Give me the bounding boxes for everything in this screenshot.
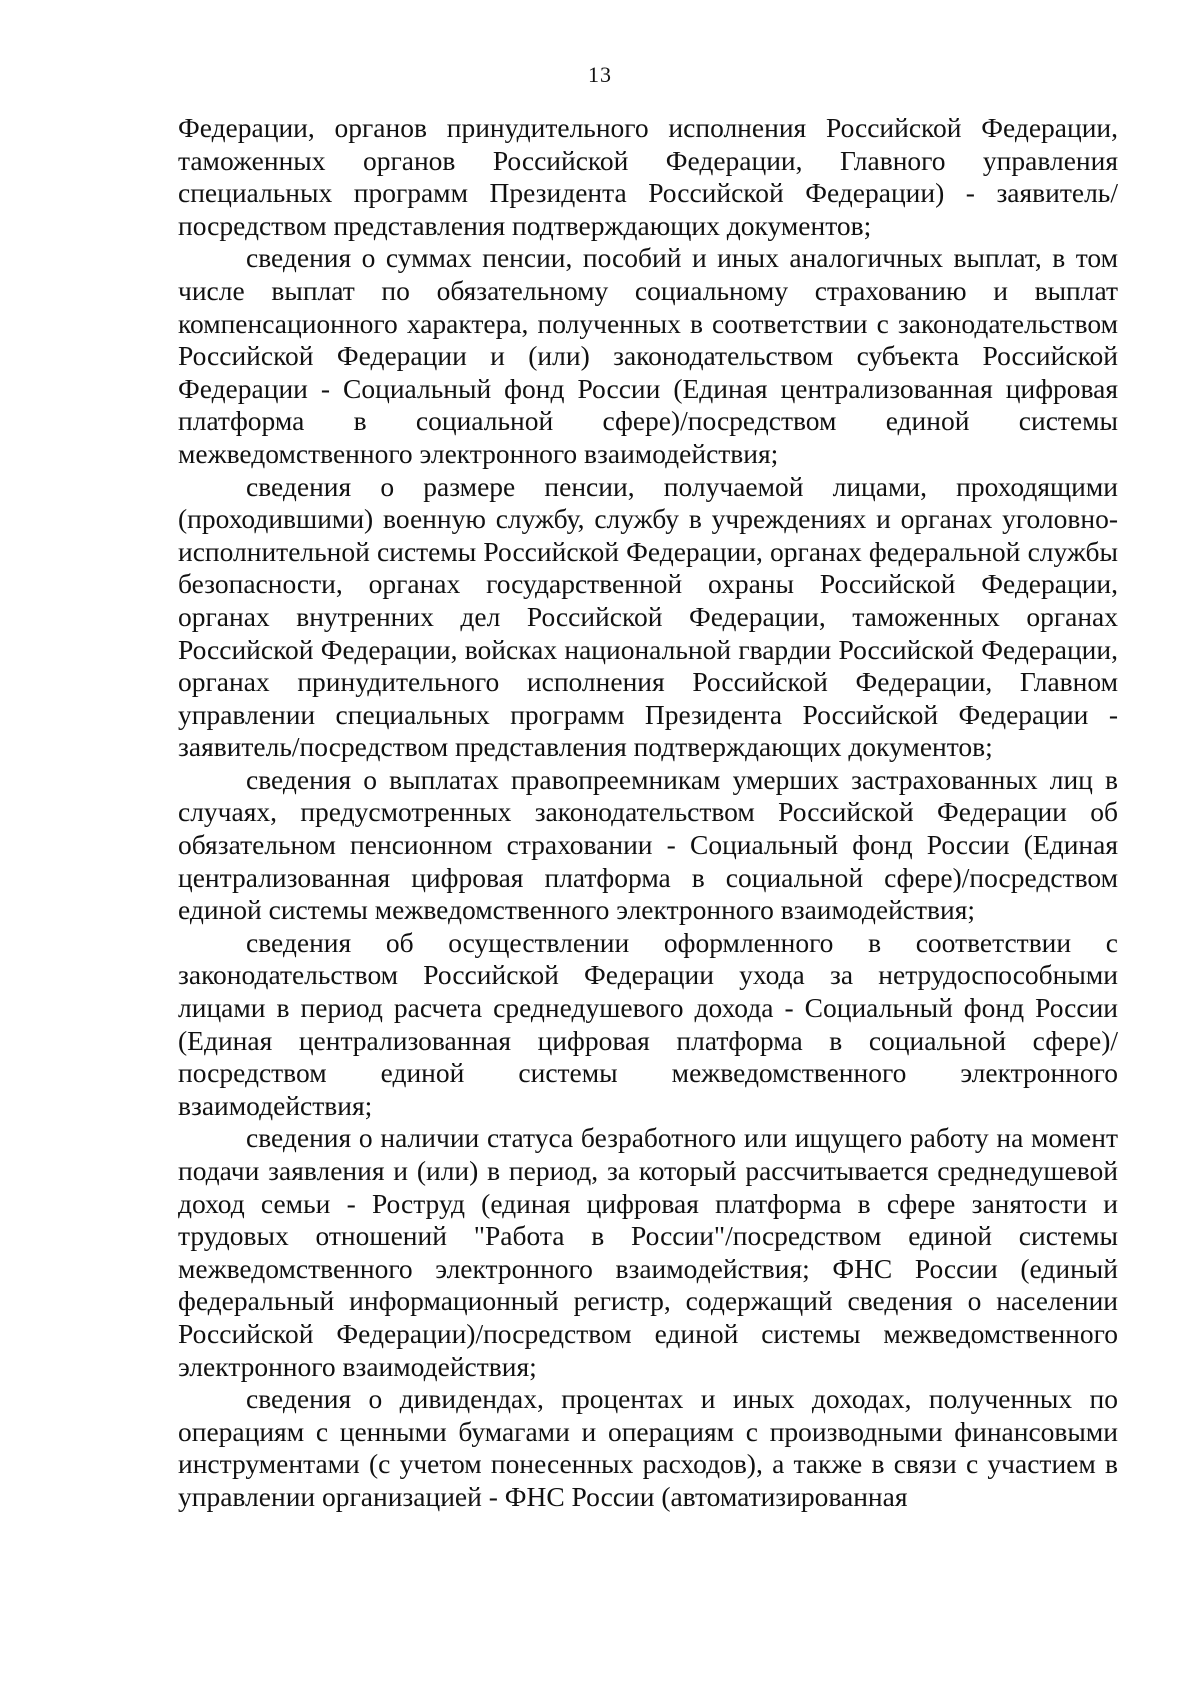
paragraph-dividends: сведения о дивидендах, процентах и иных доходах, полученных по операциям с ценными бумагами и операциям с производными финансовыми инструментами (с учетом понесенных расходов), а также в связи с участием в управлении организацией - ФНС России (автоматизированная: [178, 1383, 1118, 1512]
paragraph-military-pension: сведения о размере пенсии, получаемой лицами, проходящими (проходившими) военную службу, службу в учреждениях и органах уголовно-исполнительной системы Российской Федерации, органах федеральной службы безопасности, органах государственной охраны Российской Федерации, органах внутренних дел Российской Федерации, таможенных органах Российской Федерации, войсках национальной гвардии Российской Федерации, органах принудительного исполнения Российской Федерации, Главном управлении специальных программ Президента Российской Федерации - заявитель/посредством представления подтверждающих документов;: [178, 470, 1118, 763]
paragraph-care-of-disabled: сведения об осуществлении оформленного в соответствии с законодательством Российской Федерации ухода за нетрудоспособными лицами в период расчета среднедушевого дохода - Социальный фонд России (Единая централизованная цифровая платформа в социальной сфере)/посредством единой системы межведомственного электронного взаимодействия;: [178, 926, 1118, 1121]
paragraph-successor-payments: сведения о выплатах правопреемникам умерших застрахованных лиц в случаях, предусмотренных законодательством Российской Федерации об обязательном пенсионном страховании - Социальный фонд России (Единая централизованная цифровая платформа в социальной сфере)/посредством единой системы межведомственного электронного взаимодействия;: [178, 763, 1118, 926]
paragraph-continuation: Федерации, органов принудительного исполнения Российской Федерации, таможенных органов Российской Федерации, Главного управления специальных программ Президента Российской Федерации) - заявитель/посредством представления подтверждающих документов;: [178, 112, 1118, 241]
paragraph-pension-amounts: сведения о суммах пенсии, пособий и иных аналогичных выплат, в том числе выплат по обязательному социальному страхованию и выплат компенсационного характера, полученных в соответствии с законодательством Российской Федерации и (или) законодательством субъекта Российской Федерации - Социальный фонд России (Единая централизованная цифровая платформа в социальной сфере)/посредством единой системы межведомственного электронного взаимодействия;: [178, 242, 1118, 469]
paragraph-unemployment-status: сведения о наличии статуса безработного или ищущего работу на момент подачи заявления и (или) в период, за который рассчитывается среднедушевой доход семьи - Роструд (единая цифровая платформа в сфере занятости и трудовых отношений "Работа в России"/посредством единой системы межведомственного электронного взаимодействия; ФНС России (единый федеральный информационный регистр, содержащий сведения о населении Российской Федерации)/посредством единой системы межведомственного электронного взаимодействия;: [178, 1122, 1118, 1382]
page-number: 13: [588, 62, 612, 87]
document-body: [178, 112, 1118, 1514]
